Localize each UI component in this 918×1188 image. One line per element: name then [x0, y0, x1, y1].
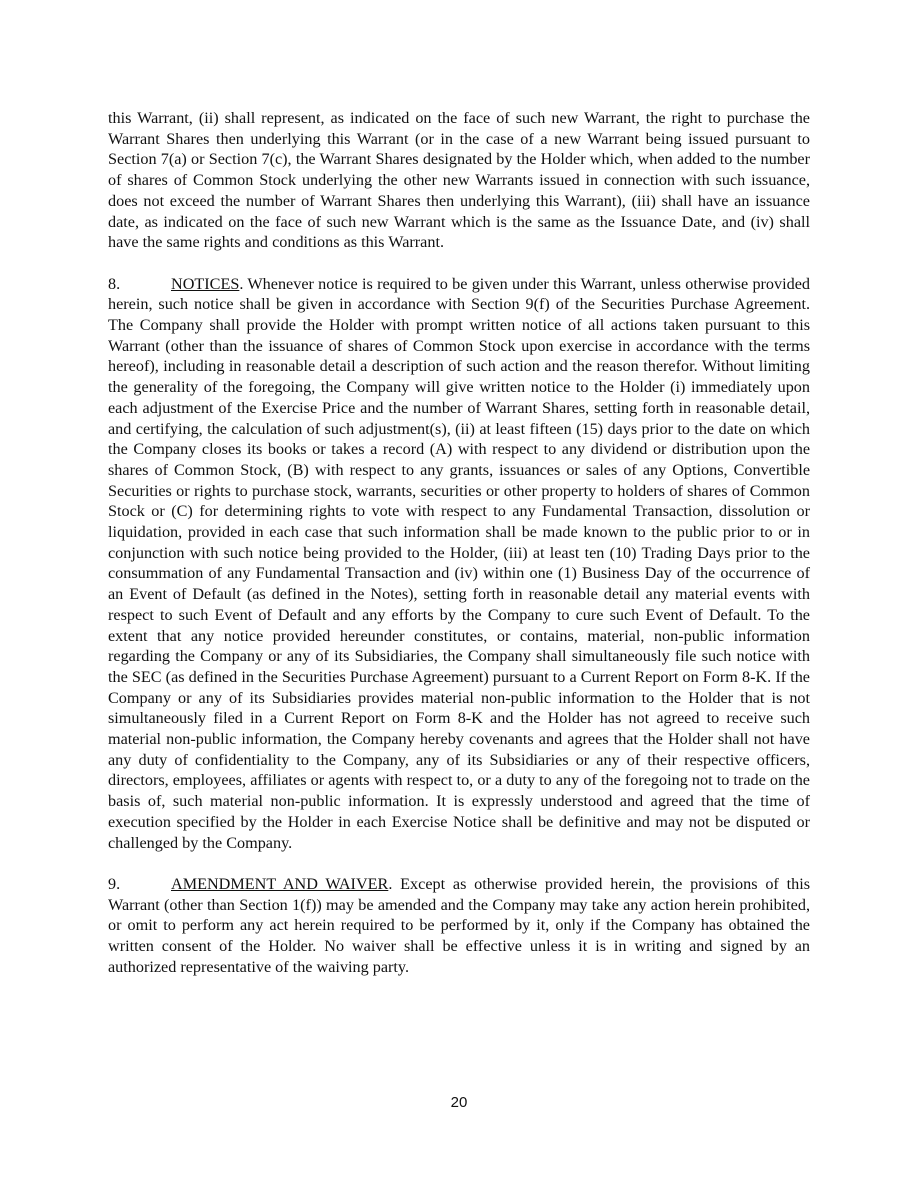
section-9-amendment-and-waiver [108, 874, 810, 978]
section-title: NOTICES [171, 274, 240, 293]
section-number: 9. [108, 874, 121, 893]
section-body: . Except as otherwise provided herein, the provisions of this Warrant (other than Section 1(f)) may be amended and the Company may take any action herein prohibited, or omit to perform any act herein required to be performed by it, only if the Company has obtained the written consent of the Holder. No waiver shall be effective unless it is in writing and signed by an authorized representative of the waiving party. [108, 874, 810, 976]
continuation-paragraph: this Warrant, (ii) shall represent, as indicated on the face of such new Warrant, the right to purchase the Warrant Shares then underlying this Warrant (or in the case of a new Warrant being issued pursuant to Section 7(a) or Section 7(c), the Warrant Shares designated by the Holder which, when added to the number of shares of Common Stock underlying the other new Warrants issued in connection with such issuance, does not exceed the number of Warrant Shares then underlying this Warrant), (iii) shall have an issuance date, as indicated on the face of such new Warrant which is the same as the Issuance Date, and (iv) shall have the same rights and conditions as this Warrant. [108, 109, 810, 252]
section-number: 8. [108, 274, 121, 293]
section-title: AMENDMENT AND WAIVER [171, 874, 389, 893]
page-number: 20 [450, 1094, 468, 1111]
section-8-notices [108, 274, 810, 854]
section-body: . Whenever notice is required to be given under this Warrant, unless otherwise provided herein, such notice shall be given in accordance with Section 9(f) of the Securities Purchase Agreement. The Company shall provide the Holder with prompt written notice of all actions taken pursuant to this Warrant (other than the issuance of shares of Common Stock upon exercise in accordance with the terms hereof), including in reasonable detail a description of such action and the reason therefor. Without limiting the generality of the foregoing, the Company will give written notice to the Holder (i) immediately upon each adjustment of the Exercise Price and the number of Warrant Shares, setting forth in reasonable detail, and certifying, the calculation of such adjustment(s), (ii) at least fifteen (15) days prior to the date on which the Company closes its books or takes a record (A) with respect to any dividend or distribution upon the shares of Common Stock, (B) with respect to any grants, issuances or sales of any Options, Convertible Securities or rights to purchase stock, warrants, securities or other property to holders of shares of Common Stock or (C) for determining rights to vote with respect to any Fundamental Transaction, dissolution or liquidation, provided in each case that such information shall be made known to the public prior to or in conjunction with such notice being provided to the Holder, (iii) at least ten (10) Trading Days prior to the consummation of any Fundamental Transaction and (iv) within one (1) Business Day of the occurrence of an Event of Default (as defined in the Notes), setting forth in reasonable detail any material events with respect to such Event of Default and any efforts by the Company to cure such Event of Default. To the extent that any notice provided hereunder constitutes, or contains, material, non-public information regarding the Company or any of its Subsidiaries, the Company shall simultaneously file such notice with the SEC (as defined in the Securities Purchase Agreement) pursuant to a Current Report on Form 8-K. If the Company or any of its Subsidiaries provides material non-public information to the Holder that is not simultaneously filed in a Current Report on Form 8-K and the Holder has not agreed to receive such material non-public information, the Company hereby covenants and agrees that the Holder shall not have any duty of confidentiality to the Company, any of its Subsidiaries or any of their respective officers, directors, employees, affiliates or agents with respect to, or a duty to any of the foregoing not to trade on the basis of, such material non-public information. It is expressly understood and agreed that the time of execution specified by the Holder in each Exercise Notice shall be definitive and may not be disputed or challenged by the Company. [108, 274, 810, 852]
document-body [108, 108, 810, 998]
